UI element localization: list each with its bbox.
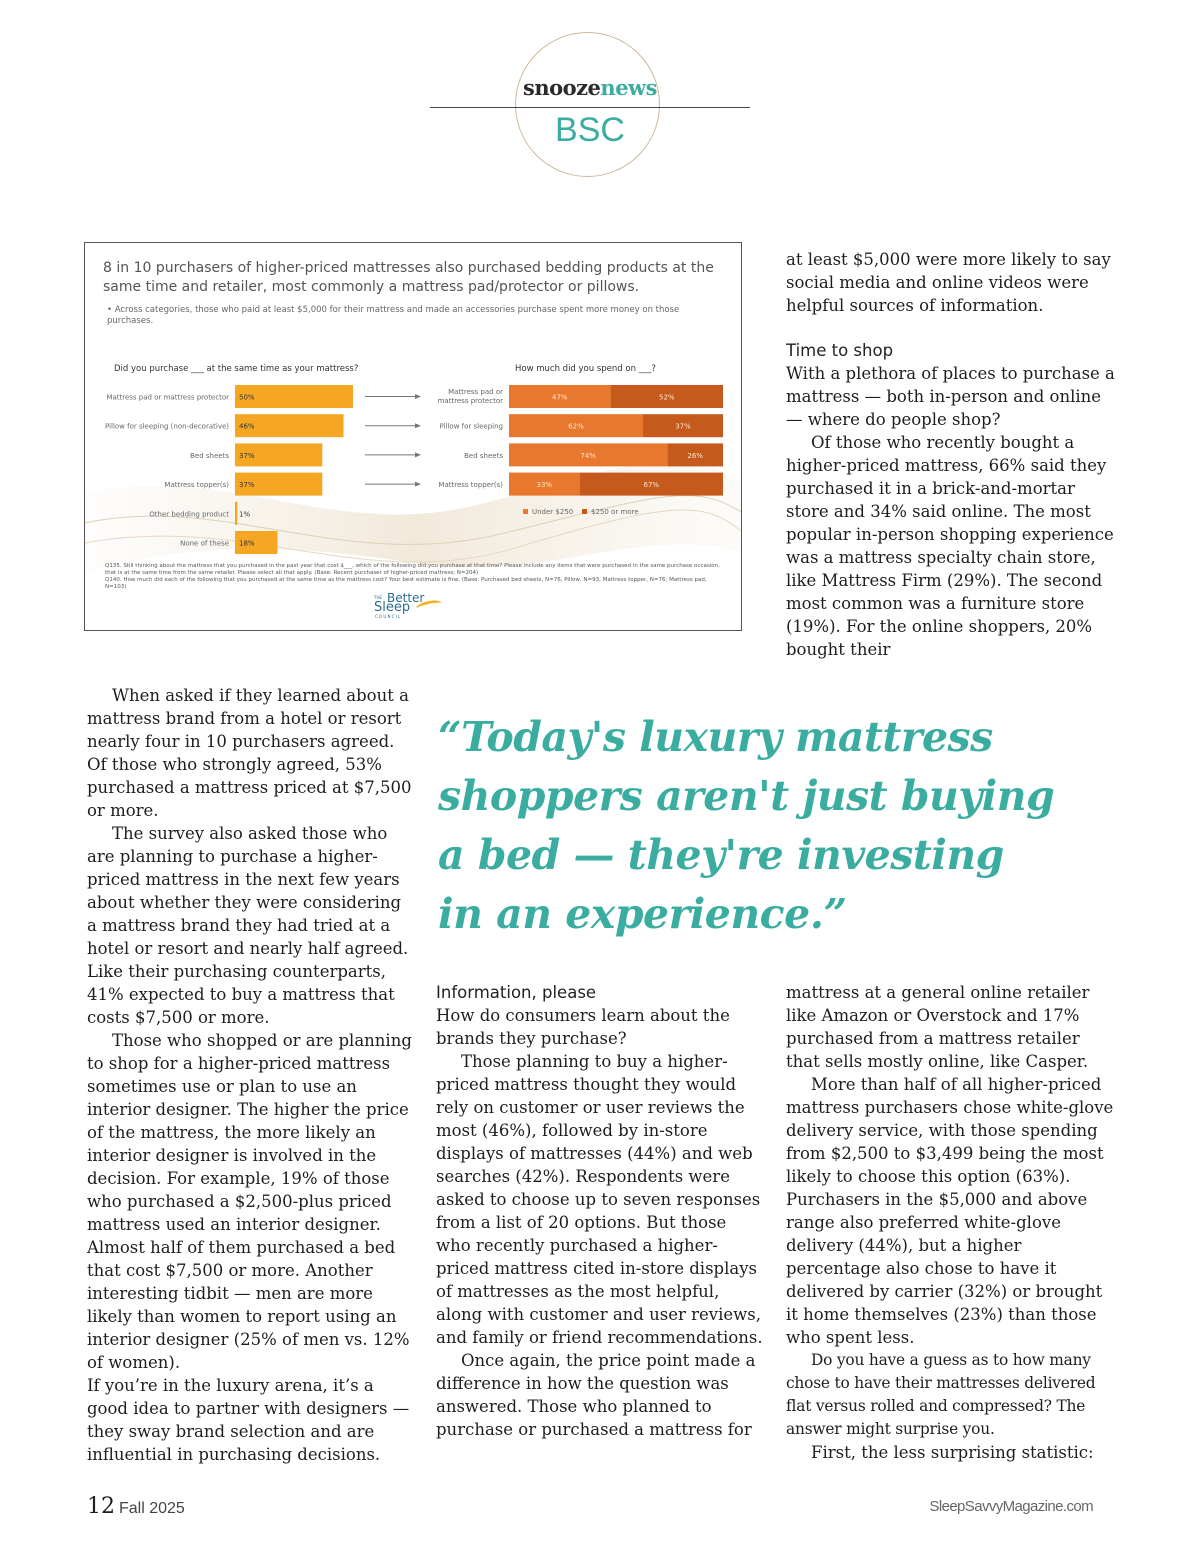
left-bar-label-bed-sheets: 37% <box>239 451 255 460</box>
paragraph: If you’re in the luxury arena, it’s a good idea to partner with designers — they sway brand selection and are influential in purchasing decisions. <box>87 1376 410 1464</box>
paragraph: The survey also asked those who are planning to purchase a higher-priced mattress in the next few years about whether they were considering a mattress brand they had tried at a hotel or resort and nearly half agreed. Like their purchasing counterparts, 41% expected to buy a mattress that costs $7,500 or more. <box>87 824 409 1027</box>
paragraph: mattress at a general online retailer like Amazon or Overstock and 17% purchased from a mattress retailer that sells mostly online, like Casper. <box>786 983 1090 1071</box>
header-badge-circle <box>515 32 660 177</box>
paragraph: Of those who recently bought a higher-priced mattress, 66% said they purchased it in a brick-and-mortar store and 34% said online. The most popular in-person shopping experience was a mattress specialty chain store, like Mattress Firm (29%). The second most common was a furniture store (19%). For the online shoppers, 20% bought their <box>786 433 1114 659</box>
legend-label-250-or-more: $250 or more <box>591 508 639 516</box>
left-category-label-pillow-for-sleeping-non-decorative: Pillow for sleeping (non-decorative) <box>104 422 229 431</box>
pull-quote: “Today's luxury mattress shoppers aren't just buying a bed — they're investing in an experience.” <box>438 713 1055 938</box>
header-rule <box>430 107 750 108</box>
article-column-middle <box>436 981 766 1441</box>
chart-footnote-1: Q135. Still thinking about the mattress that you purchased in the past year that cost $___, which of the following did you purchase at that time? Please include any items that were purchased in the same purchase occasion, that is at the same time from the same retailer. Please select all that apply. (Base: Recent purchaser of higher-priced mattress; N=204) <box>105 563 720 576</box>
snoozenews-logo: snoozenews <box>523 75 657 100</box>
left-category-label-none-of-these: None of these <box>180 539 229 548</box>
left-bar-label-mattress-topper-s: 37% <box>239 481 255 490</box>
right-bar-label-bed-sheets-under-250: 74% <box>580 451 596 460</box>
connector-arrows <box>365 394 421 487</box>
right-bar-label-mattress-topper-s-250-or-more: 67% <box>643 481 660 490</box>
legend-swatch-under-250 <box>523 509 528 514</box>
paragraph: Once again, the price point made a difference in how the question was answered. Those who planned to purchase or purchased a mattress for <box>436 1351 756 1439</box>
left-category-label-mattress-topper-s: Mattress topper(s) <box>164 481 229 490</box>
paragraph: How do consumers learn about the brands they purchase? <box>436 1006 730 1048</box>
left-bar-label-none-of-these: 18% <box>239 539 255 548</box>
right-bar-label-pillow-for-sleeping-under-250: 62% <box>568 422 584 431</box>
paragraph: at least $5,000 were more likely to say social media and online videos were helpful sources of information. <box>786 250 1111 315</box>
right-bar-label-mattress-pad-or-mattress-protector-under-250: 47% <box>552 393 568 402</box>
right-category-label-mattress-topper-s: Mattress topper(s) <box>438 481 503 490</box>
page-number: 12 <box>87 1494 115 1519</box>
right-category-label-pillow-for-sleeping: Pillow for sleeping <box>439 422 503 431</box>
article-column-left <box>87 684 412 1466</box>
article-column-right-bottom <box>786 981 1116 1464</box>
right-bar-label-pillow-for-sleeping-250-or-more: 37% <box>675 422 691 431</box>
paragraph: Those who shopped or are planning to shop for a higher-priced mattress sometimes use or plan to use an interior designer. The higher the price of the mattress, the more likely an interior designer is involved in the decision. For example, 19% of those who purchased a $2,500-plus priced mattress used an interior designer. Almost half of them purchased a bed that cost $7,500 or more. Another interesting tidbit — men are more likely than women to report using an interior designer (25% of men vs. 12% of women). <box>87 1031 412 1372</box>
right-bar-label-mattress-pad-or-mattress-protector-250-or-more: 52% <box>659 393 675 402</box>
article-column-right-top <box>786 248 1116 661</box>
connector-arrow-head-icon <box>415 452 421 457</box>
chart-title: 8 in 10 purchasers of higher-priced mattresses also purchased bedding products at the same time and retailer, most commonly a mattress pad/protector or pillows. <box>103 260 714 295</box>
left-category-label-other-bedding-product: Other bedding product <box>149 510 229 519</box>
left-bar-label-other-bedding-product: 1% <box>239 510 251 519</box>
legend-label-under-250: Under $250 <box>532 508 574 516</box>
better-sleep-council-logo: THE Better Sleep COUNCIL <box>370 591 450 621</box>
right-bar-label-bed-sheets-250-or-more: 26% <box>687 451 703 460</box>
paragraph: First, the less surprising statistic: <box>811 1443 1094 1462</box>
issue-season: Fall 2025 <box>119 1500 185 1517</box>
left-chart-question: Did you purchase ___ at the same time as your mattress? <box>114 364 359 374</box>
paragraph: Do you have a guess as to how many chose to have their mattresses delivered flat versus rolled and compressed? The answer might surprise you. <box>786 1351 1096 1438</box>
right-category-label-mattress-pad-or-mattress-protector-line2: mattress protector <box>437 397 503 405</box>
connector-arrow-head-icon <box>415 423 421 428</box>
paragraph: Those planning to buy a higher-priced mattress thought they would rely on customer or user reviews the most (46%), followed by in-store displays of mattresses (44%) and web searches (42%). Respondents were asked to choose up to seven responses from a list of 20 options. But those who recently purchased a higher-priced mattress cited in-store displays of mattresses as the most helpful, along with customer and user reviews, and family or friend recommendations. <box>436 1052 763 1347</box>
section-label: BSC <box>555 111 625 149</box>
right-category-label-bed-sheets: Bed sheets <box>464 451 503 460</box>
left-bar-other-bedding-product <box>235 502 237 525</box>
right-chart-question: How much did you spend on ___? <box>515 364 656 374</box>
legend-swatch-250-or-more <box>582 509 587 514</box>
left-bar-label-mattress-pad-or-mattress-protector: 50% <box>239 393 255 402</box>
subheading-time-to-shop: Time to shop <box>786 341 894 360</box>
website-url: SleepSavvyMagazine.com <box>929 1498 1093 1515</box>
subheading-information-please: Information, please <box>436 983 597 1002</box>
paragraph: More than half of all higher-priced mattress purchasers chose white-glove delivery service, with those spending from $2,500 to $3,499 being the most likely to choose this option (63%). Purchasers in the $5,000 and above range also preferred white-glove delivery (44%), but a higher percentage also chose to have it delivered by carrier (32%) or brought it home themselves (23%) than those who spent less. <box>786 1075 1114 1347</box>
chart-figure <box>84 242 742 631</box>
right-bar-chart <box>438 385 723 496</box>
left-category-label-bed-sheets: Bed sheets <box>190 451 229 460</box>
connector-arrow-head-icon <box>415 482 421 487</box>
paragraph: When asked if they learned about a mattress brand from a hotel or resort nearly four in 10 purchasers agreed. Of those who strongly agreed, 53% purchased a mattress priced at $7,500 or more. <box>87 686 412 820</box>
right-category-label-mattress-pad-or-mattress-protector-line1: Mattress pad or <box>448 388 503 396</box>
left-category-label-mattress-pad-or-mattress-protector: Mattress pad or mattress protector <box>106 393 229 402</box>
right-bar-label-mattress-topper-s-under-250: 33% <box>536 481 553 490</box>
connector-arrow-head-icon <box>415 394 421 399</box>
chart-footnotes <box>105 563 725 591</box>
page-footer-left <box>87 1493 185 1523</box>
left-bar-label-pillow-for-sleeping-non-decorative: 46% <box>239 422 255 431</box>
chart-footnote-2: Q140. How much did each of the following that you purchased at the same time as the mattress cost? Your best estimate is fine. (Base: Purchased bed sheets, N=76, Pillow, N=93; Mattress topper, N=76; Mattress pad, N=103) <box>105 577 707 590</box>
paragraph: With a plethora of places to purchase a mattress — both in-person and online — where do people shop? <box>786 364 1115 429</box>
chart-bullet-note: • Across categories, those who paid at least $5,000 for their mattress and made an accessories purchase spent more money on those purchases. <box>107 305 680 326</box>
